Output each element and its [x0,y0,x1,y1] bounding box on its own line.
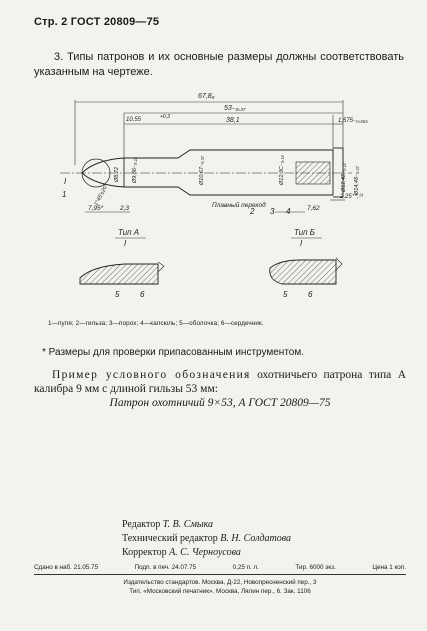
example-spaced: Пример условного обозначения [52,369,251,381]
transition-label: Плавный переход [212,202,266,209]
callout-3: 3 [270,207,275,216]
legend: 1—пуля; 2—гильза; 3—порох; 4—капсюль; 5—оболочка; 6—сердечник. [48,320,264,327]
imprint-line-1: Сдано в наб. 21.05.75 Подп. в печ. 24.07.75 0,25 п. л. Тир. 6000 экз. Цена 1 коп. [34,564,406,571]
dim-diam3: Ø10,67₋₀,₃₇ [199,156,205,185]
tech-editor-label: Технический редактор [122,533,218,544]
editor-name: Т. В. Смыка [162,519,214,530]
dim-diam6: Ø14,48₋₀,₂₇ [354,166,360,195]
dim-d1: 10,55 [126,117,142,123]
example-designation: Патрон охотничий 9×53, А ГОСТ 20809—75 [109,397,331,409]
callout-6b: 6 [308,290,313,299]
clause-3: 3. Типы патронов и их основные размеры должны соответствовать указанным на чертеже. [34,51,404,78]
credits [122,518,291,560]
imprint [34,563,406,596]
callout-5a: 5 [115,290,120,299]
detail-type-b [270,260,336,284]
callout-6a: 6 [140,290,145,299]
callout-2: 2 [250,207,255,216]
callout-5b: 5 [283,290,288,299]
page-header: Стр. 2 ГОСТ 20809—75 [34,16,160,28]
callout-4: 4 [286,207,291,216]
view-mark-main: I [64,177,67,186]
detail-type-a [80,264,158,284]
dim-diam1: Ø9,86₋₀,₂₂ [132,157,138,183]
dim-case-length: 53₋₀,₃₇ [224,105,246,112]
tech-editor-name: В. Н. Солдатова [220,533,291,544]
type-b-mark: I [300,239,303,248]
primer-pocket [296,162,330,184]
dim-d5: 2,3 [120,205,130,212]
dim-total-length: 67,8₈ [198,93,215,100]
dim-d1-tol: +0,3 [160,114,170,120]
dim-d6: 7,62 [307,205,320,212]
imprint-line-3: Тип. «Московский печатник». Москва, Лялин пер., 6. Зак. 1106 [129,588,311,595]
dim-diam2: Ø8,72 [114,167,120,182]
example-paragraph [34,368,406,396]
dim-d7: 2,25⁺⁰,¹³ [340,194,363,200]
example-text: охотничьего патрона типа А калибра 9 мм с длиной гильзы 53 мм: [34,369,406,395]
dim-d4: 7,95* [88,205,104,212]
callout-1: 1 [62,190,67,199]
dim-d3: 1,575₋₀,₀₆₅ [338,118,368,124]
type-a-label: Тип А [118,228,140,237]
corrector-name: А. С. Черноусова [169,547,241,558]
type-b-label: Тип Б [294,228,315,237]
footnote: * Размеры для проверки припасованным инструментом. [42,347,304,358]
dim-angle: 1°45'±20' [93,184,110,207]
corrector-label: Корректор [122,547,167,558]
cartridge-drawing [0,84,427,314]
dim-diam4: Ø12,3С₋₀,₁₄ [279,155,285,185]
dim-diam5: Ø12,42₋₀,₁₄ [341,163,347,192]
dim-d2: 38,1 [226,117,240,124]
editor-label: Редактор [122,519,161,530]
type-a-mark: I [124,239,127,248]
imprint-line-2: Издательство стандартов. Москва, Д-22, Новопресненский пер., 3 [123,579,317,586]
